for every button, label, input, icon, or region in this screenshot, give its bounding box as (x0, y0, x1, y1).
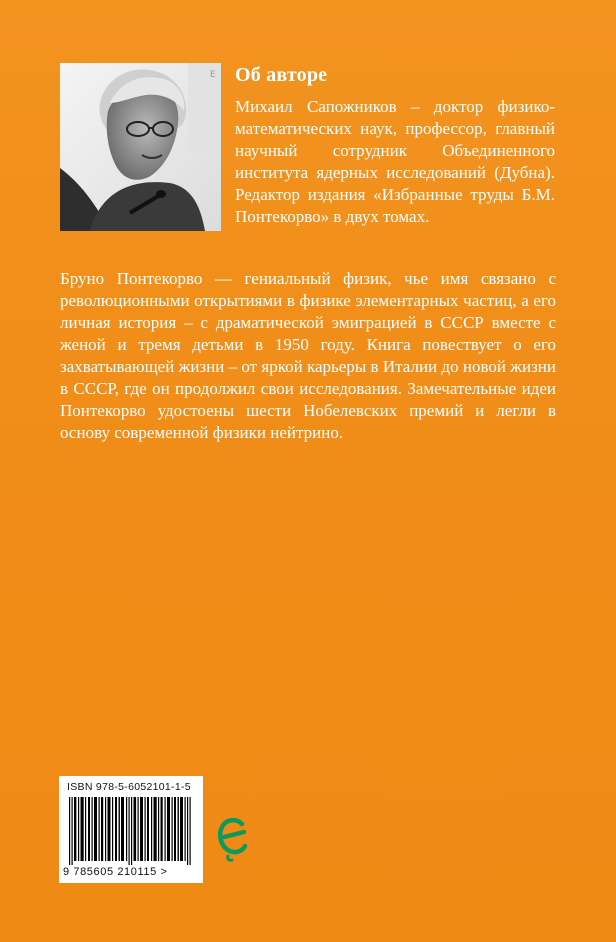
svg-text:E: E (210, 70, 216, 80)
eksmo-logo-icon (218, 812, 248, 862)
barcode-bars (67, 797, 195, 865)
about-author-heading: Об авторе (235, 64, 328, 86)
author-portrait-image (60, 63, 221, 231)
book-description: Бруно Понтекорво — гениальный физик, чье имя связано с революционными открытиями в физике элементарных частиц, а его личная история – с драматической эмиграцией в СССР вместе с женой и тремя детьми в 1950 году. Книга повествует о его захватывающей жизни – от яркой карьеры в Италии до новой жизни в СССР, где он продолжил свои исследования. Замечательные идеи Понтекорво удостоены шести Нобелевских премий и легли в основу современной физики нейтрино. (60, 269, 556, 442)
isbn-label: ISBN 978-5-6052101-1-5 (67, 781, 191, 793)
about-author-text: Михаил Сапожников – доктор физико-математических наук, профессор, главный научный сотрудник Объединенного института ядерных исследований (Дубна). Редактор издания «Избранные труды Б.М. Понтекорво» в двух томах. (235, 97, 555, 226)
isbn-barcode (59, 776, 203, 883)
barcode-digits: 9 785605 210115 > (63, 866, 168, 878)
author-photo (60, 63, 221, 231)
